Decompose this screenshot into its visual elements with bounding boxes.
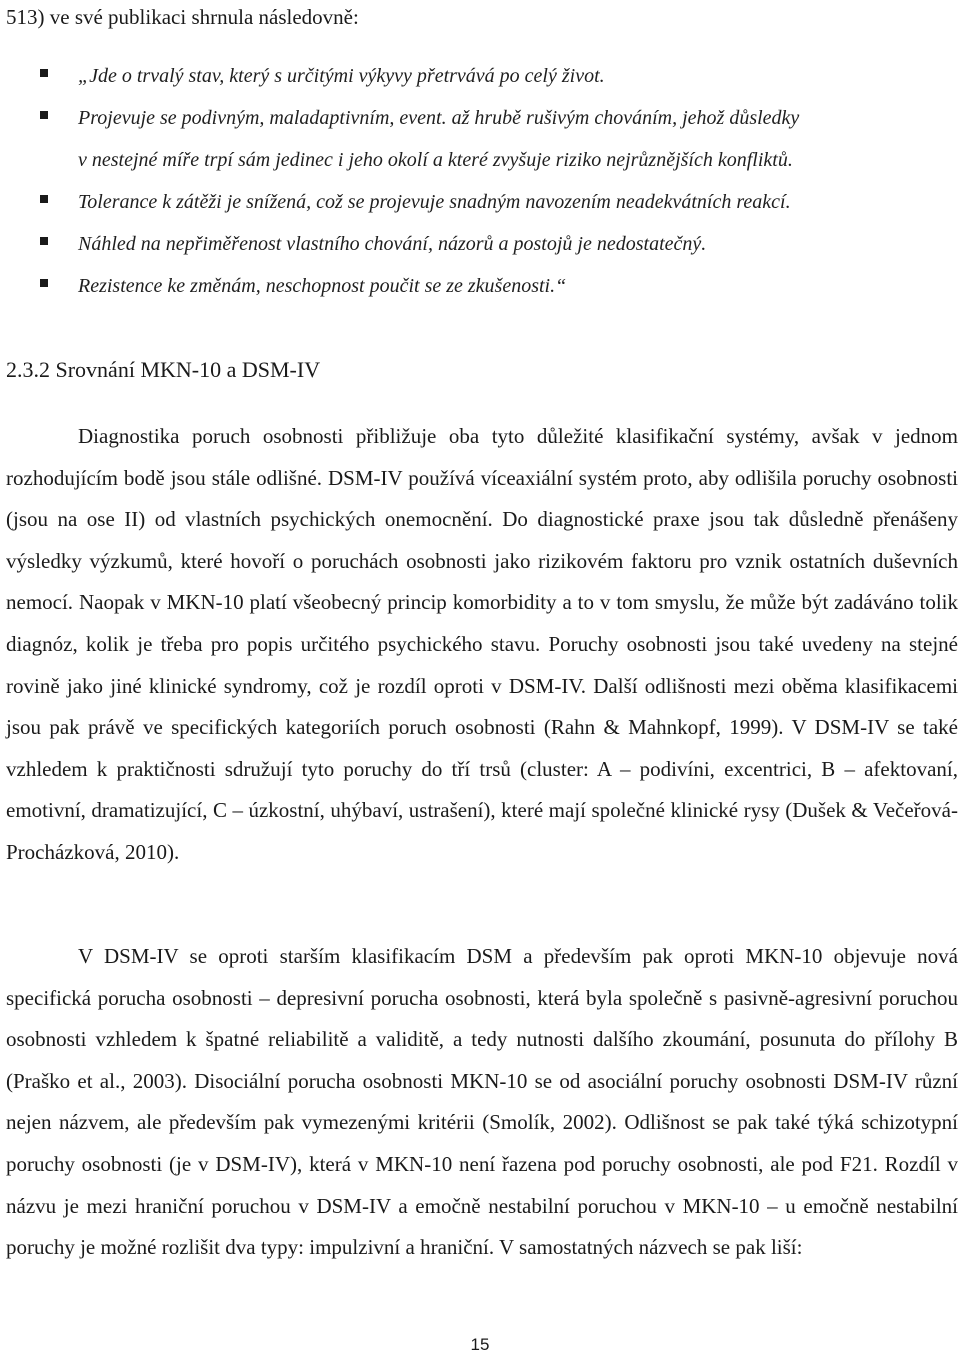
bullet-item	[0, 265, 960, 307]
square-bullet-icon	[40, 111, 48, 119]
intro-text: 513) ve své publikaci shrnula následovně:	[6, 5, 359, 29]
square-bullet-icon	[40, 195, 48, 203]
bullet-line: Tolerance k zátěži je snížená, což se projevuje snadným navozením neadekvátních reakcí.	[78, 191, 791, 213]
bullet-line: Rezistence ke změnám, neschopnost poučit se ze zkušenosti.“	[78, 275, 567, 297]
bullet-line: „Jde o trvalý stav, který s určitými výkyvy přetrvává po celý život.	[78, 65, 605, 87]
square-bullet-icon	[40, 237, 48, 245]
section-heading: 2.3.2 Srovnání MKN-10 a DSM-IV	[6, 357, 321, 382]
quote-bullet-list	[0, 55, 960, 307]
bullet-item	[0, 181, 960, 223]
square-bullet-icon	[40, 69, 48, 77]
bullet-line: v nestejné míře trpí sám jedinec i jeho okolí a které zvyšuje riziko nejrůznějších konfliktů.	[78, 149, 793, 171]
bullet-item	[0, 223, 960, 265]
bullet-item	[0, 97, 960, 181]
body-paragraph: Diagnostika poruch osobnosti přibližuje oba tyto důležité klasifikační systémy, avšak v jednom rozhodujícím bodě jsou stále odlišné. DSM-IV používá víceaxiální systém proto, aby odlišila poruchy osobnosti (jsou na ose II) od vlastních psychických onemocnění. Do diagnostické praxe jsou tak důsledně přenášeny výsledky výzkumů, které hovoří o poruchách osobnosti jako rizikovém faktoru pro vznik ostatních duševních nemocí. Naopak v MKN-10 platí všeobecný princip komorbidity a to v tom smyslu, že může být zadáváno tolik diagnóz, kolik je třeba pro popis určitého psychického stavu. Poruchy osobnosti jsou také uvedeny na stejné rovině jako jiné klinické syndromy, což je rozdíl oproti v DSM-IV. Další odlišnosti mezi oběma klasifikacemi jsou pak právě ve specifických kategoriích poruch osobnosti (Rahn & Mahnkopf, 1999). V DSM-IV se také vzhledem k praktičnosti sdružují tyto poruchy do tří trsů (cluster: A – podivíni, excentrici, B – afektovaní, emotivní, dramatizující, C – úzkostní, uhýbaví, ustrašení), které mají společné klinické rysy (Dušek & Večeřová-Procházková, 2010).	[6, 424, 958, 864]
body-paragraph: V DSM-IV se oproti starším klasifikacím DSM a především pak oproti MKN-10 objevuje nová specifická porucha osobnosti – depresivní porucha osobnosti, která byla společně s pasivně-agresivní poruchou osobnosti vzhledem k špatné reliabilitě a validitě, a tedy nutnosti dalšího zkoumání, posunuta do přílohy B (Praško et al., 2003). Disociální porucha osobnosti MKN-10 se od asociální poruchy osobnosti DSM-IV různí nejen názvem, ale především pak vymezenými kritérii (Smolík, 2002). Odlišnost se pak také týká schizotypní poruchy osobnosti (je v DSM-IV), která v MKN-10 není řazena pod poruchy osobnosti, ale pod F21. Rozdíl v názvu je mezi hraniční poruchou v DSM-IV a emočně nestabilní poruchou v MKN-10 – u emočně nestabilní poruchy je možné rozlišit dva typy: impulzivní a hraniční. V samostatných názvech se pak liší:	[6, 944, 958, 1260]
bullet-line: Projevuje se podivným, maladaptivním, event. až hrubě rušivým chováním, jehož důsledky	[78, 107, 800, 129]
bullet-line: Náhled na nepřiměřenost vlastního chování, názorů a postojů je nedostatečný.	[78, 233, 707, 255]
page-number: 15	[470, 1335, 490, 1354]
square-bullet-icon	[40, 279, 48, 287]
bullet-item	[0, 55, 960, 97]
